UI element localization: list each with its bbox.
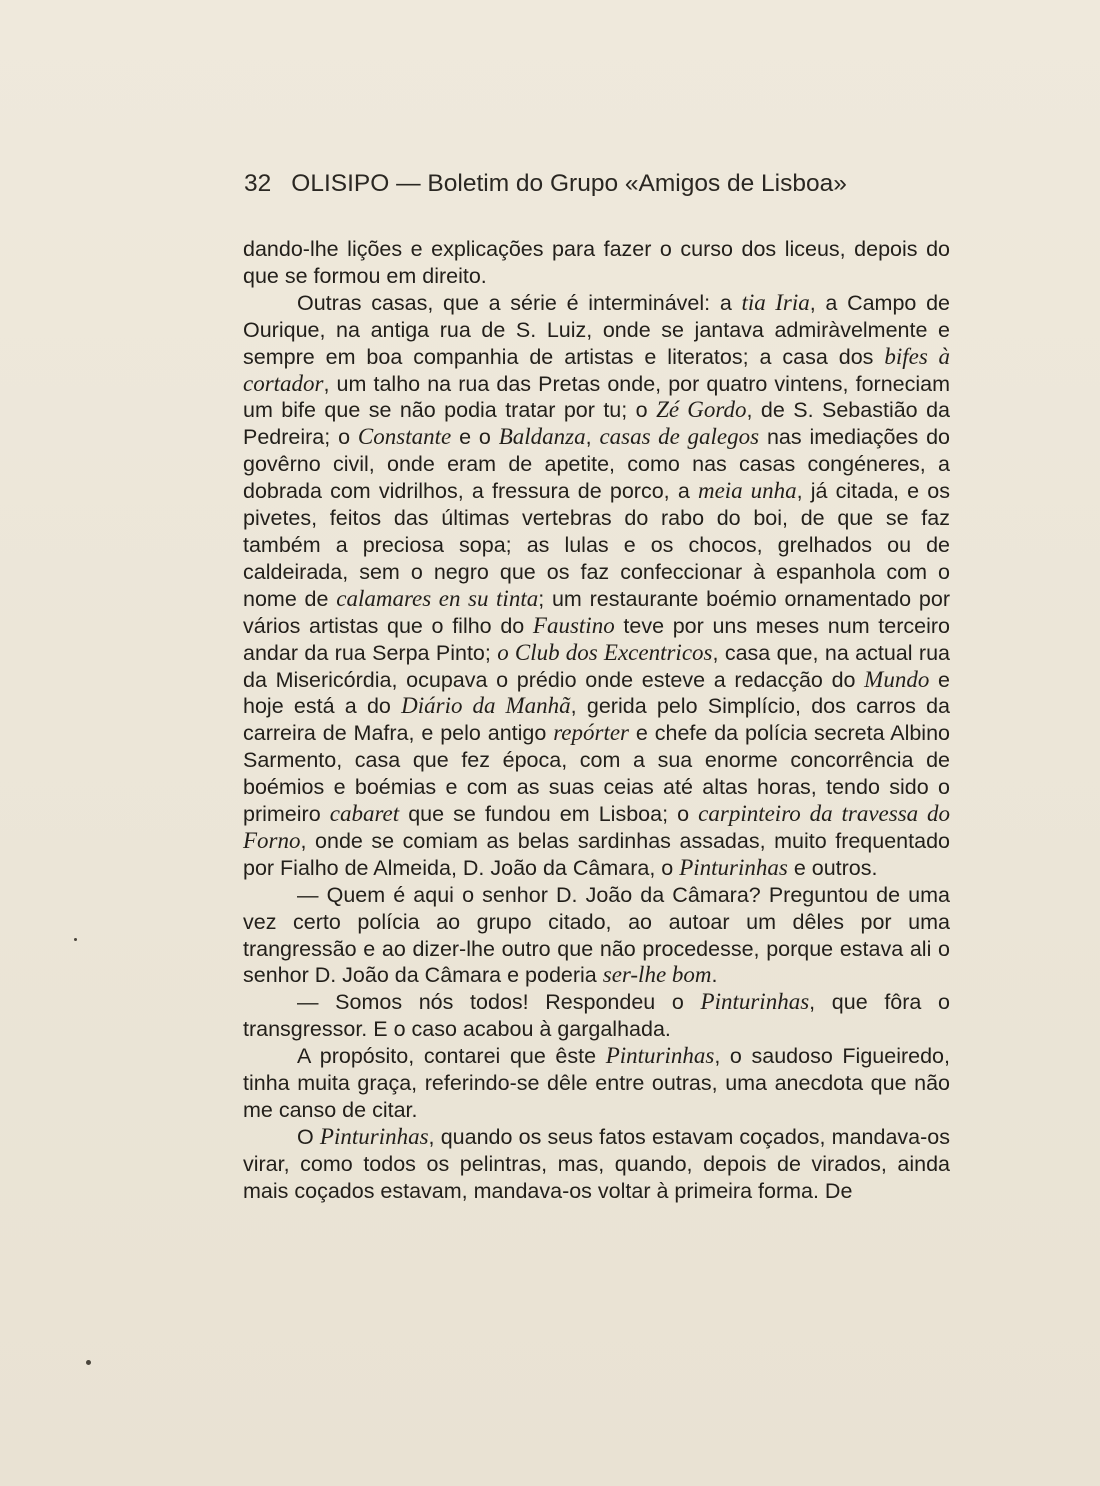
paragraph <box>243 290 950 882</box>
italic-text: Pinturinhas <box>700 989 810 1015</box>
text-run: — Quem é aqui o senhor D. João da Câmara? Preguntou de uma vez certo polícia ao grupo citado, ao autoar um dêles por uma trangressão e ao dizer-lhe outro que não procedesse, porque estava ali o senhor D. João da Câmara e poderia <box>243 882 950 988</box>
italic-text: calamares en su tinta <box>336 585 539 611</box>
italic-text: ser-lhe bom <box>602 962 712 988</box>
italic-text: Faustino <box>532 612 615 638</box>
text-run: , o saudoso Figueiredo, tinha muita graça, referindo-se dêle entre outras, uma anecdota que não me canso de citar. <box>243 1044 950 1122</box>
italic-text: cabaret <box>329 801 400 827</box>
italic-text: Pinturinhas <box>605 1043 715 1069</box>
paper-speck <box>86 1360 91 1365</box>
italic-text: o Club dos Excentricos <box>497 639 713 665</box>
text-run: O <box>297 1124 320 1149</box>
running-header <box>244 170 944 198</box>
paragraph <box>243 236 950 290</box>
text-run: A propósito, contarei que êste <box>297 1044 606 1069</box>
text-run: , a Campo de Ourique, na antiga rua de S. Luiz, onde se jantava admiràvelmente e sempre em boa companhia de artistas e literatos; a casa dos <box>243 290 950 369</box>
text-run: e o <box>451 425 499 450</box>
paragraph <box>243 1043 950 1124</box>
text-run: , quando os seus fatos estavam coçados, mandava-os virar, como todos os pelintras, mas, quando, depois de virados, ainda mais coçados estavam, mandava-os voltar à primeira forma. De <box>243 1124 950 1203</box>
text-run: — Somos nós todos! Respondeu o <box>297 990 701 1015</box>
running-title: OLISIPO — Boletim do Grupo «Amigos de Lisboa» <box>291 170 847 197</box>
text-run: teve por uns meses num terceiro andar da rua Serpa Pinto; <box>243 613 950 665</box>
paragraph <box>243 989 950 1043</box>
text-run: dando-lhe lições e explicações para fazer o curso dos liceus, depois do que se formou em direito. <box>243 237 950 288</box>
body-text <box>243 236 950 1205</box>
text-run: que se fundou em Lisboa; o <box>399 802 699 827</box>
text-run: , já citada, e os pivetes, feitos das últimas vertebras do rabo do boi, de que se faz também a preciosa sopa; as lulas e os chocos, grelhados ou de caldeirada, sem o negro que os faz confeccionar à espanhola com o nome de <box>243 479 950 611</box>
text-run: , que fôra o transgressor. E o caso acabou à gargalhada. <box>243 990 950 1042</box>
paper-speck <box>74 938 77 941</box>
italic-text: repórter <box>553 720 630 746</box>
text-run: . <box>711 963 718 988</box>
text-run: , casa que, na actual rua da Misericórdia, ocupava o prédio onde esteve a redacção do <box>243 640 950 692</box>
text-run: nas imediações do govêrno civil, onde eram de apetite, como nas casas congéneres, a dobrada com vidrilhos, a fressura de porco, a <box>243 425 950 504</box>
text-run: e chefe da polícia secreta Albino Sarmento, casa que fez época, com a sua enorme concorrência de boémios e boémias e com as suas ceias até altas horas, tendo sido o primeiro <box>243 721 951 827</box>
italic-text: Baldanza <box>498 424 586 450</box>
text-run: e hoje está a do <box>243 667 950 719</box>
italic-text: meia unha <box>697 478 797 504</box>
text-run: , de S. Sebastião da Pedreira; o <box>243 398 950 450</box>
text-run: ; um restaurante boémio ornamentado por vários artistas que o filho do <box>243 586 950 638</box>
italic-text: Pinturinhas <box>679 854 788 880</box>
paragraph <box>243 1124 950 1205</box>
italic-text: bifes à cortador <box>243 343 950 396</box>
italic-text: Zé Gordo <box>656 397 747 423</box>
text-run: , onde se comiam as belas sardinhas assadas, muito frequentado por Fialho de Almeida, D. João da Câmara, o <box>243 828 950 880</box>
italic-text: Constante <box>357 424 452 450</box>
text-run: , gerida pelo Simplício, dos carros da carreira de Mafra, e pelo antigo <box>243 694 951 746</box>
italic-text: tia Iria <box>741 289 810 315</box>
text-run: , <box>585 425 600 450</box>
text-run: e outros. <box>787 855 878 880</box>
paragraph <box>243 882 950 990</box>
italic-text: Mundo <box>864 666 930 692</box>
italic-text: Diário da Manhã <box>401 693 571 719</box>
page-number: 32 <box>244 170 272 197</box>
text-run: Outras casas, que a série é interminável: a <box>297 290 742 315</box>
italic-text: carpinteiro da travessa do Forno <box>243 801 950 853</box>
italic-text: casas de galegos <box>599 424 760 450</box>
italic-text: Pinturinhas <box>319 1123 429 1149</box>
text-run: , um talho na rua das Pretas onde, por quatro vintens, forneciam um bife que se não podia tratar por tu; o <box>243 371 950 423</box>
